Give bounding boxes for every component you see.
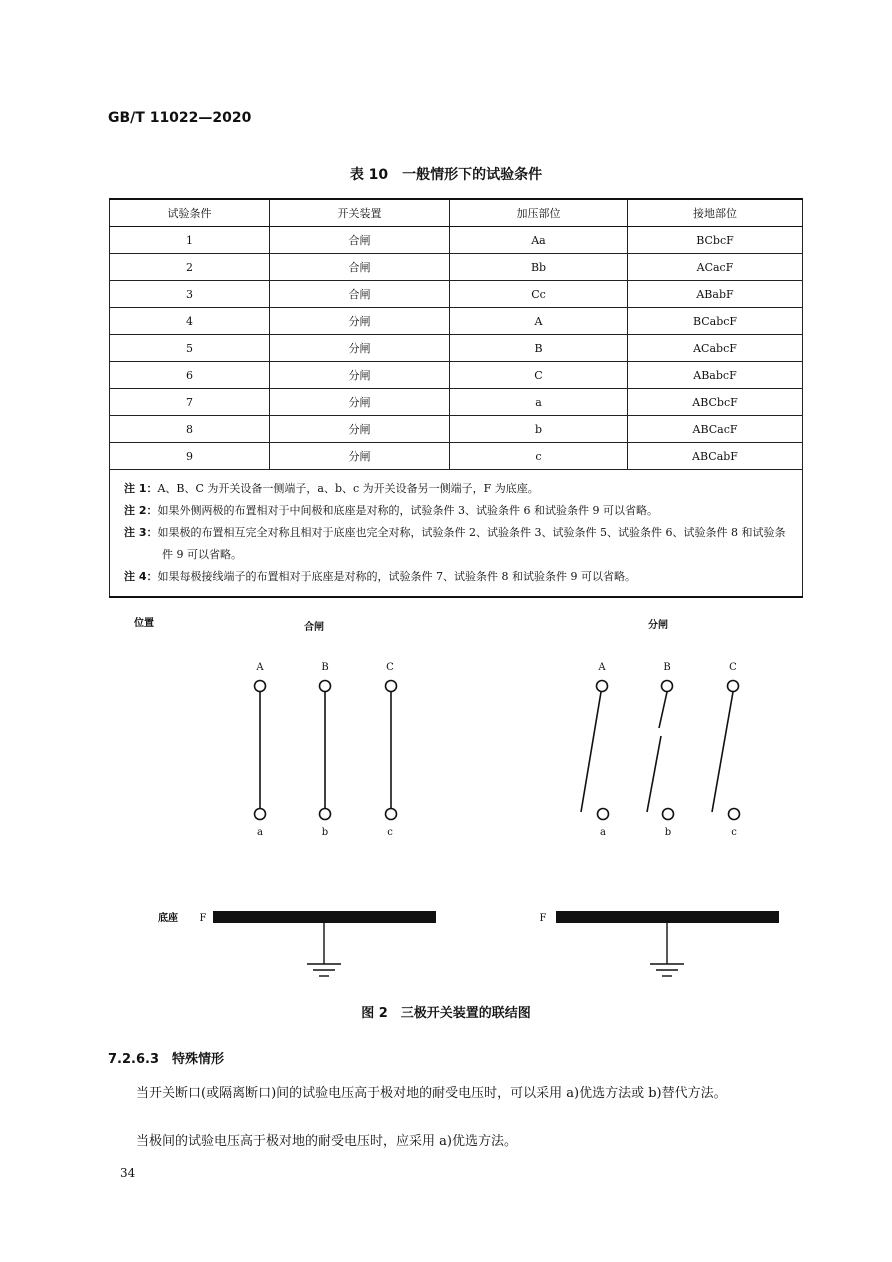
base-bar: [556, 911, 779, 923]
base-label: 底座: [158, 913, 178, 924]
table-cell: Cc: [450, 281, 628, 308]
section-heading: 7.2.6.3 特殊情形: [108, 1052, 224, 1067]
open-contact-line: [647, 736, 661, 812]
table-title: 表 10 一般情形下的试验条件: [349, 167, 543, 183]
terminal-circle: [320, 681, 331, 692]
terminal-circle: [597, 681, 608, 692]
test-conditions-table: [109, 198, 803, 598]
table-cell: Bb: [450, 254, 628, 281]
table-cell: 5: [110, 335, 270, 362]
table-cell: ABCacF: [628, 416, 803, 443]
note-text: 如果每极接线端子的布置相对于底座是对称的，试验条件 7、试验条件 8 和试验条件 9 可以省略。: [157, 570, 636, 583]
table-cell: 合闸: [270, 254, 450, 281]
table-row: [110, 335, 803, 362]
table-cell: ABabF: [628, 281, 803, 308]
base-f-label: F: [199, 913, 207, 924]
table-note: [124, 566, 792, 588]
table-row: [110, 416, 803, 443]
table-cell: ACacF: [628, 254, 803, 281]
table-row: [110, 443, 803, 470]
table-cell: A: [450, 308, 628, 335]
terminal-circle: [663, 809, 674, 820]
table-cell: 6: [110, 362, 270, 389]
table-cell: 1: [110, 227, 270, 254]
closed-label: 合闸: [304, 622, 324, 633]
terminal-label: B: [663, 662, 671, 673]
terminal-label: a: [257, 827, 263, 838]
table-cell: a: [450, 389, 628, 416]
terminal-label: c: [731, 827, 737, 838]
table-row: [110, 362, 803, 389]
open-switches: [581, 681, 740, 820]
open-contact-line: [659, 692, 667, 728]
table-cell: ABCbcF: [628, 389, 803, 416]
table-cell: 分闸: [270, 362, 450, 389]
terminal-circle: [255, 681, 266, 692]
table-cell: 分闸: [270, 443, 450, 470]
terminal-circle: [662, 681, 673, 692]
table-cell: c: [450, 443, 628, 470]
ground-symbol: [307, 923, 341, 976]
open-contact-line: [581, 692, 601, 812]
terminal-circle: [729, 809, 740, 820]
figure-caption: 图 2 三极开关装置的联结图: [361, 1006, 531, 1021]
table-row: [110, 281, 803, 308]
ground-symbol: [650, 923, 684, 976]
note-label: 注 3：: [124, 526, 158, 539]
table-cell: 4: [110, 308, 270, 335]
base-bar: [213, 911, 436, 923]
table-row: [110, 308, 803, 335]
table-notes: [110, 470, 803, 598]
table-cell: b: [450, 416, 628, 443]
terminal-label: c: [387, 827, 393, 838]
standard-number: GB/T 11022—2020: [108, 110, 252, 126]
column-header: 开关装置: [270, 199, 450, 227]
terminal-label: b: [321, 827, 329, 838]
table-cell: 7: [110, 389, 270, 416]
open-label: 分闸: [648, 620, 668, 631]
table-cell: BCabcF: [628, 308, 803, 335]
terminal-label: A: [598, 662, 606, 673]
position-label: 位置: [134, 618, 154, 629]
terminal-circle: [728, 681, 739, 692]
table-cell: 9: [110, 443, 270, 470]
table-note: [124, 500, 792, 522]
column-header: 加压部位: [450, 199, 628, 227]
table-cell: 分闸: [270, 335, 450, 362]
table-cell: ABabcF: [628, 362, 803, 389]
paragraph: 当极间的试验电压高于极对地的耐受电压时，应采用 a)优选方法。: [136, 1134, 517, 1149]
terminal-label: C: [386, 662, 394, 673]
table-cell: 8: [110, 416, 270, 443]
closed-switches: [255, 681, 397, 820]
base-f-label: F: [539, 913, 547, 924]
table-cell: 分闸: [270, 389, 450, 416]
table-cell: ACabcF: [628, 335, 803, 362]
note-label: 注 4：: [124, 570, 158, 583]
table-row: [110, 254, 803, 281]
table-cell: 合闸: [270, 281, 450, 308]
table-row: [110, 227, 803, 254]
table-cell: B: [450, 335, 628, 362]
column-header: 接地部位: [628, 199, 803, 227]
table-header-row: [110, 199, 803, 227]
table-cell: BCbcF: [628, 227, 803, 254]
note-text: A、B、C 为开关设备一侧端子，a、b、c 为开关设备另一侧端子，F 为底座。: [157, 482, 539, 495]
terminal-circle: [255, 809, 266, 820]
table-cell: 3: [110, 281, 270, 308]
table-cell: 分闸: [270, 308, 450, 335]
terminal-circle: [320, 809, 331, 820]
note-label: 注 1：: [124, 482, 158, 495]
table-cell: Aa: [450, 227, 628, 254]
table-cell: 合闸: [270, 227, 450, 254]
open-contact-line: [712, 692, 733, 812]
note-text: 如果极的布置相互完全对称且相对于底座也完全对称，试验条件 2、试验条件 3、试验条件 5、试验条件 6、试验条件 8 和试验条件 9 可以省略。: [157, 526, 786, 561]
note-label: 注 2：: [124, 504, 158, 517]
terminal-circle: [386, 681, 397, 692]
table-cell: ABCabF: [628, 443, 803, 470]
terminal-label: b: [664, 827, 672, 838]
terminal-circle: [598, 809, 609, 820]
page-number: 34: [120, 1166, 136, 1180]
table-note: [124, 478, 792, 500]
terminal-label: B: [321, 662, 329, 673]
table-notes-row: [110, 470, 803, 598]
terminal-circle: [386, 809, 397, 820]
table-row: [110, 389, 803, 416]
terminal-label: C: [729, 662, 737, 673]
table-cell: C: [450, 362, 628, 389]
terminal-label: a: [600, 827, 606, 838]
note-text: 如果外侧两极的布置相对于中间极和底座是对称的，试验条件 3、试验条件 6 和试验条件 9 可以省略。: [157, 504, 658, 517]
table-cell: 2: [110, 254, 270, 281]
column-header: 试验条件: [110, 199, 270, 227]
terminal-label: A: [256, 662, 264, 673]
paragraph: 当开关断口(或隔离断口)间的试验电压高于极对地的耐受电压时，可以采用 a)优选方法或 b)替代方法。: [136, 1086, 727, 1101]
table-cell: 分闸: [270, 416, 450, 443]
connection-diagram: [0, 600, 892, 990]
table-note: [124, 522, 792, 566]
